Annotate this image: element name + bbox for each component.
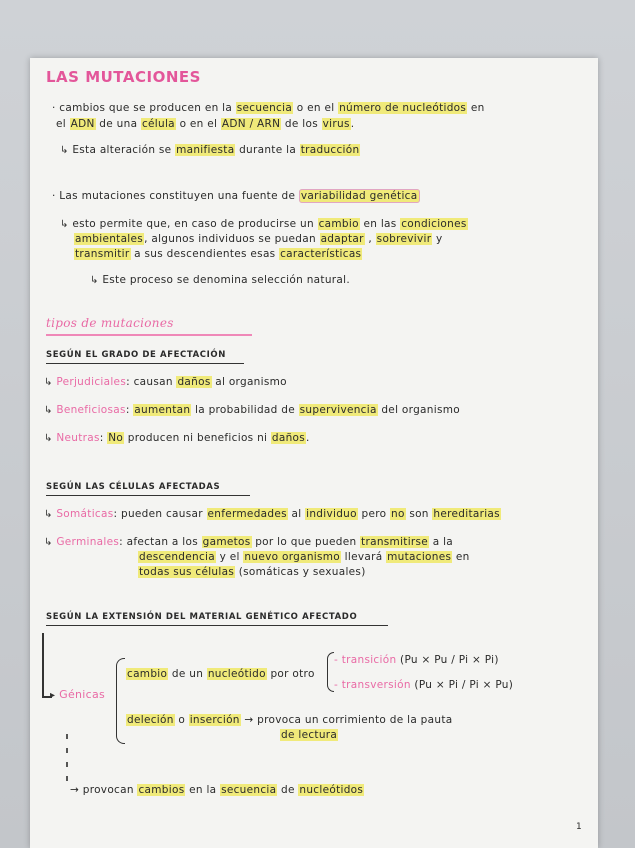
arrow-icon: ↳ [90,275,99,286]
arrow-icon: ↳ [60,145,69,156]
section2-germinales-line-2: descendencia y el nuevo organismo llevará mutaciones en [139,551,470,563]
arrow-icon: ↳ [44,509,53,520]
genicas-label: ▸ Génicas [50,688,106,701]
notebook-page [30,58,598,848]
variability-sub-2: ambientales, algunos individuos se puedan adaptar , sobrevivir y [75,233,443,245]
brace-left [116,658,125,744]
dash-mark [66,762,68,767]
genicas-branch-2: deleción o inserción → provoca un corrimiento de la pauta [127,714,453,726]
section3-heading: SEGÚN LA EXTENSIÓN DEL MATERIAL GENÉTICO AFECTADO [46,612,358,622]
transversion-line: - transversión (Pu × Pi / Pi × Pu) [334,679,514,691]
page-number: 1 [576,822,583,832]
section2-underline [46,495,250,496]
dash-mark [66,734,68,739]
section2-item-germinales: ↳ Germinales: afectan a los gametos por lo que pueden transmitirse a la [44,536,454,548]
genicas-branch-2-line-2: de lectura [281,729,338,741]
arrow-icon: ↳ [60,219,69,230]
section1-heading: SEGÚN EL GRADO DE AFECTACIÓN [46,350,226,360]
arrow-icon: ↳ [44,537,53,548]
types-heading-underline [46,334,252,336]
genicas-branch-1: cambio de un nucleótido por otro [127,668,315,680]
types-heading: tipos de mutaciones [46,316,174,330]
variability-sub-1: ↳ esto permite que, en caso de producirse un cambio en las condiciones [60,218,467,230]
section1-item-perjudiciales: ↳ Perjudiciales: causan daños al organismo [44,376,287,388]
transition-line: - transición (Pu × Pu / Pi × Pi) [334,654,499,666]
page-title: LAS MUTACIONES [46,68,201,86]
intro-line-1: · cambios que se producen en la secuencia o en el número de nucleótidos en [52,102,485,114]
tree-vertical-line [42,633,44,697]
intro-subline: ↳ Esta alteración se manifiesta durante la traducción [60,144,360,156]
intro-line-2: el ADN de una célula o en el ADN / ARN de los virus. [56,118,355,130]
brace-right [327,652,334,692]
arrow-icon: ▸ [50,690,56,701]
arrow-icon: ↳ [44,433,53,444]
section1-underline [46,363,244,364]
section2-item-somaticas: ↳ Somáticas: pueden causar enfermedades al individuo pero no son hereditarias [44,508,500,520]
section1-item-beneficiosas: ↳ Beneficiosas: aumentan la probabilidad de supervivencia del organismo [44,404,460,416]
dash-mark [66,776,68,781]
dash-mark [66,748,68,753]
variability-sub-4: ↳ Este proceso se denomina selección natural. [90,274,350,286]
section2-germinales-line-3: todas sus células (somáticas y sexuales) [139,566,366,578]
variability-line: · Las mutaciones constituyen una fuente de variabilidad genética [52,190,418,202]
genicas-final-line: → provocan cambios en la secuencia de nucleótidos [70,784,364,796]
arrow-icon: ↳ [44,405,53,416]
section1-item-neutras: ↳ Neutras: No producen ni beneficios ni daños. [44,432,310,444]
section3-underline [46,625,388,626]
section2-heading: SEGÚN LAS CÉLULAS AFECTADAS [46,482,221,492]
variability-sub-3: transmitir a sus descendientes esas características [75,248,362,260]
arrow-icon: ↳ [44,377,53,388]
